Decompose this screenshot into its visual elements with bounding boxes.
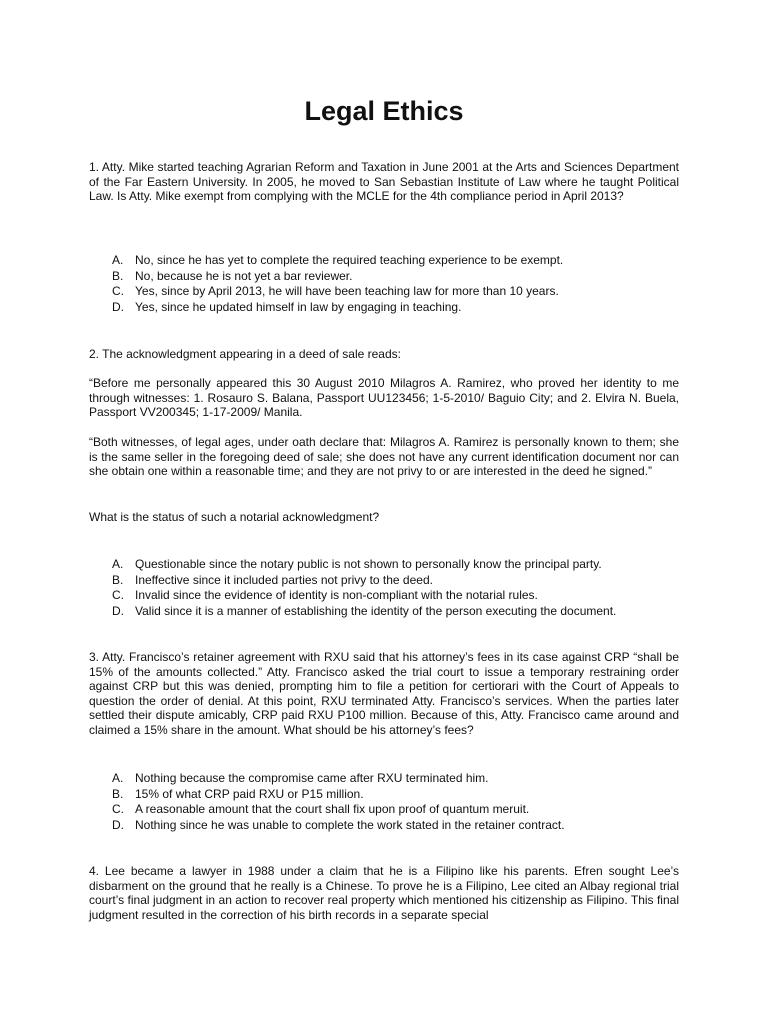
option-text: Yes, since he updated himself in law by engaging in teaching. [135, 299, 462, 314]
question-3-stem: 3. Atty. Francisco’s retainer agreement with RXU said that his attorney’s fees in its case against CRP “shall be 15% of the amounts collected.” Atty. Francisco asked the trial court to issue a temporary restraining order against CRP but this was denied, prompting him to file a petition for certiorari with the Court of Appeals to question the order of denial. At this point, RXU terminated Atty. Francisco’s services. When the parties later settled their dispute amicably, CRP paid RXU P100 million. Because of this, Atty. Francisco came around and claimed a 15% share in the amount. What should be his attorney’s fees? [89, 650, 679, 737]
question-1-stem: 1. Atty. Mike started teaching Agrarian Reform and Taxation in June 2001 at the Arts and Sciences Department of the Far Eastern University. In 2005, he moved to San Sebastian Institute of Law where he taught Political Law. Is Atty. Mike exempt from complying with the MCLE for the 4th compliance period in April 2013? [89, 160, 679, 204]
option-letter: D. [112, 299, 124, 314]
option-text: Nothing since he was unable to complete the work stated in the retainer contract. [135, 817, 565, 832]
option-letter: A. [112, 253, 124, 267]
question-2-option-a [112, 557, 682, 573]
question-3-option-c [112, 802, 682, 818]
option-letter: C. [112, 802, 124, 817]
option-text: No, because he is not yet a bar reviewer. [135, 268, 353, 283]
option-letter: C. [112, 588, 124, 603]
question-3-option-b [112, 787, 682, 803]
option-letter: D. [112, 817, 124, 832]
question-2-quote-2: “Both witnesses, of legal ages, under oath declare that: Milagros A. Ramirez is personally known to them; she is the same seller in the foregoing deed of sale; she does not have any current identification document nor can she obtain one within a reasonable time; and they are not privy to or are interested in the deed he signed.” [89, 435, 679, 479]
question-4-stem: 4. Lee became a lawyer in 1988 under a claim that he is a Filipino like his parents. Efren sought Lee’s disbarment on the ground that he really is a Chinese. To prove he is a Filipino, Lee cited an Albay regional trial court’s final judgment in an action to recover real property which mentioned his citizenship as Filipino. This final judgment resulted in the correction of his birth records in a separate special [89, 864, 679, 922]
option-text: Yes, since by April 2013, he will have been teaching law for more than 10 years. [135, 284, 559, 299]
question-3-options [112, 771, 682, 833]
option-letter: B. [112, 786, 124, 801]
option-letter: A. [112, 771, 124, 785]
question-3-option-d [112, 818, 682, 834]
option-text: Invalid since the evidence of identity is non-compliant with the notarial rules. [135, 588, 538, 603]
question-2-option-b [112, 573, 682, 589]
option-letter: B. [112, 572, 124, 587]
option-text: Ineffective since it included parties not privy to the deed. [135, 572, 433, 587]
option-text: 15% of what CRP paid RXU or P15 million. [135, 786, 364, 801]
question-1-option-b [112, 269, 682, 285]
question-2-quote-1: “Before me personally appeared this 30 August 2010 Milagros A. Ramirez, who proved her identity to me through witnesses: 1. Rosauro S. Balana, Passport UU123456; 1-5-2010/ Baguio City; and 2. Elvira N. Buela, Passport VV200345; 1-17-2009/ Manila. [89, 376, 679, 420]
question-1-options [112, 253, 682, 315]
page-title: Legal Ethics [304, 96, 464, 126]
option-text: Questionable since the notary public is not shown to personally know the principal party. [135, 557, 602, 571]
option-text: A reasonable amount that the court shall fix upon proof of quantum meruit. [135, 802, 530, 817]
option-text: No, since he has yet to complete the required teaching experience to be exempt. [135, 253, 564, 267]
option-letter: B. [112, 268, 124, 283]
question-2-option-d [112, 604, 682, 620]
option-text: Valid since it is a manner of establishing the identity of the person executing the document. [135, 603, 617, 618]
question-2-option-c [112, 588, 682, 604]
question-1-option-c [112, 284, 682, 300]
question-2-options [112, 557, 682, 619]
option-letter: D. [112, 603, 124, 618]
option-letter: C. [112, 284, 124, 299]
question-2-question: What is the status of such a notarial acknowledgment? [89, 510, 380, 524]
question-1-option-d [112, 300, 682, 316]
question-1-option-a [112, 253, 682, 269]
option-text: Nothing because the compromise came after RXU terminated him. [135, 771, 489, 785]
question-3-option-a [112, 771, 682, 787]
question-2-stem: 2. The acknowledgment appearing in a deed of sale reads: [89, 347, 401, 361]
option-letter: A. [112, 557, 124, 571]
